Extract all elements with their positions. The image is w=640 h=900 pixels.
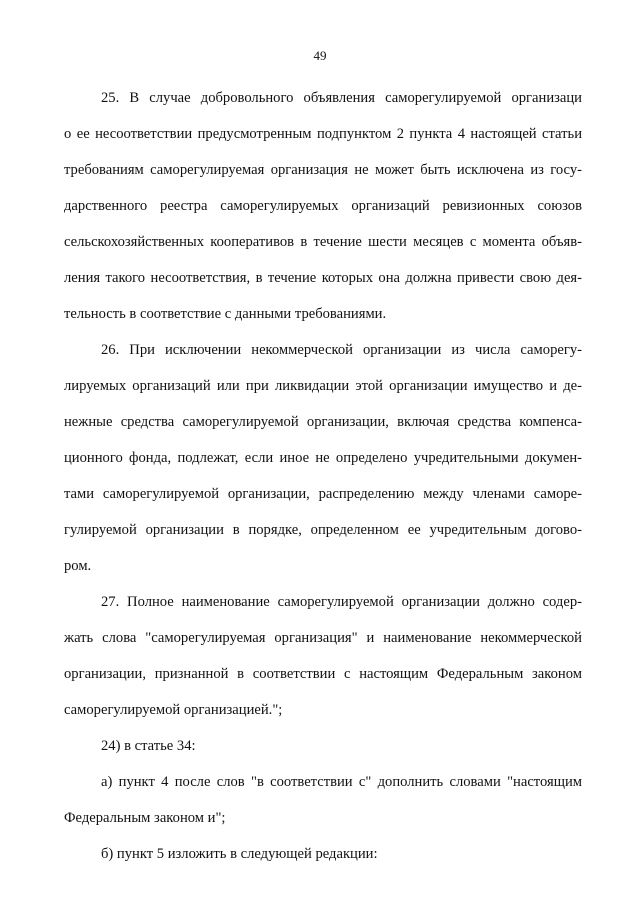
subitem-b-line-1: б) пункт 5 изложить в следующей редакции:: [101, 846, 378, 862]
paragraph-26-line-3: нежные средства саморегулируемой организации, включая средства компенса-: [64, 414, 582, 430]
paragraph-26-line-7: ром.: [64, 558, 92, 574]
paragraph-25-line-6: ления такого несоответствия, в течение которых она должна привести свою дея-: [64, 270, 582, 286]
subitem-a-line-2: Федеральным законом и";: [64, 810, 226, 826]
subitem-a-line-1: а) пункт 4 после слов "в соответствии с" дополнить словами "настоящим: [101, 774, 582, 790]
paragraph-26-line-2: лируемых организаций или при ликвидации этой организации имущество и де-: [64, 378, 582, 394]
paragraph-25-line-4: дарственного реестра саморегулируемых организаций ревизионных союзов: [64, 198, 582, 214]
item-24-line-1: 24) в статье 34:: [101, 738, 196, 754]
paragraph-26-line-1: 26. При исключении некоммерческой организации из числа саморегу-: [101, 342, 582, 358]
page-number: 49: [313, 48, 327, 63]
paragraph-25-line-5: сельскохозяйственных кооперативов в течение шести месяцев с момента объяв-: [64, 234, 582, 250]
paragraph-26-line-4: ционного фонда, подлежат, если иное не определено учредительными докумен-: [64, 450, 582, 466]
paragraph-26-line-6: гулируемой организации в порядке, определенном ее учредительным догово-: [64, 522, 582, 538]
paragraph-27-line-2: жать слова "саморегулируемая организация" и наименование некоммерческой: [64, 630, 582, 646]
paragraph-27-line-3: организации, признанной в соответствии с настоящим Федеральным законом: [64, 666, 582, 682]
paragraph-26-line-5: тами саморегулируемой организации, распределению между членами саморе-: [64, 486, 582, 502]
paragraph-25-line-3: требованиям саморегулируемая организация не может быть исключена из госу-: [64, 162, 582, 178]
paragraph-27-line-1: 27. Полное наименование саморегулируемой организации должно содер-: [101, 594, 582, 610]
paragraph-25-line-1: 25. В случае добровольного объявления саморегулируемой организаци: [101, 90, 582, 106]
paragraph-25-line-2: о ее несоответствии предусмотренным подпунктом 2 пункта 4 настоящей статьи: [64, 126, 582, 142]
paragraph-25-line-7: тельность в соответствие с данными требованиями.: [64, 306, 387, 322]
paragraph-27-line-4: саморегулируемой организацией.";: [64, 702, 283, 718]
